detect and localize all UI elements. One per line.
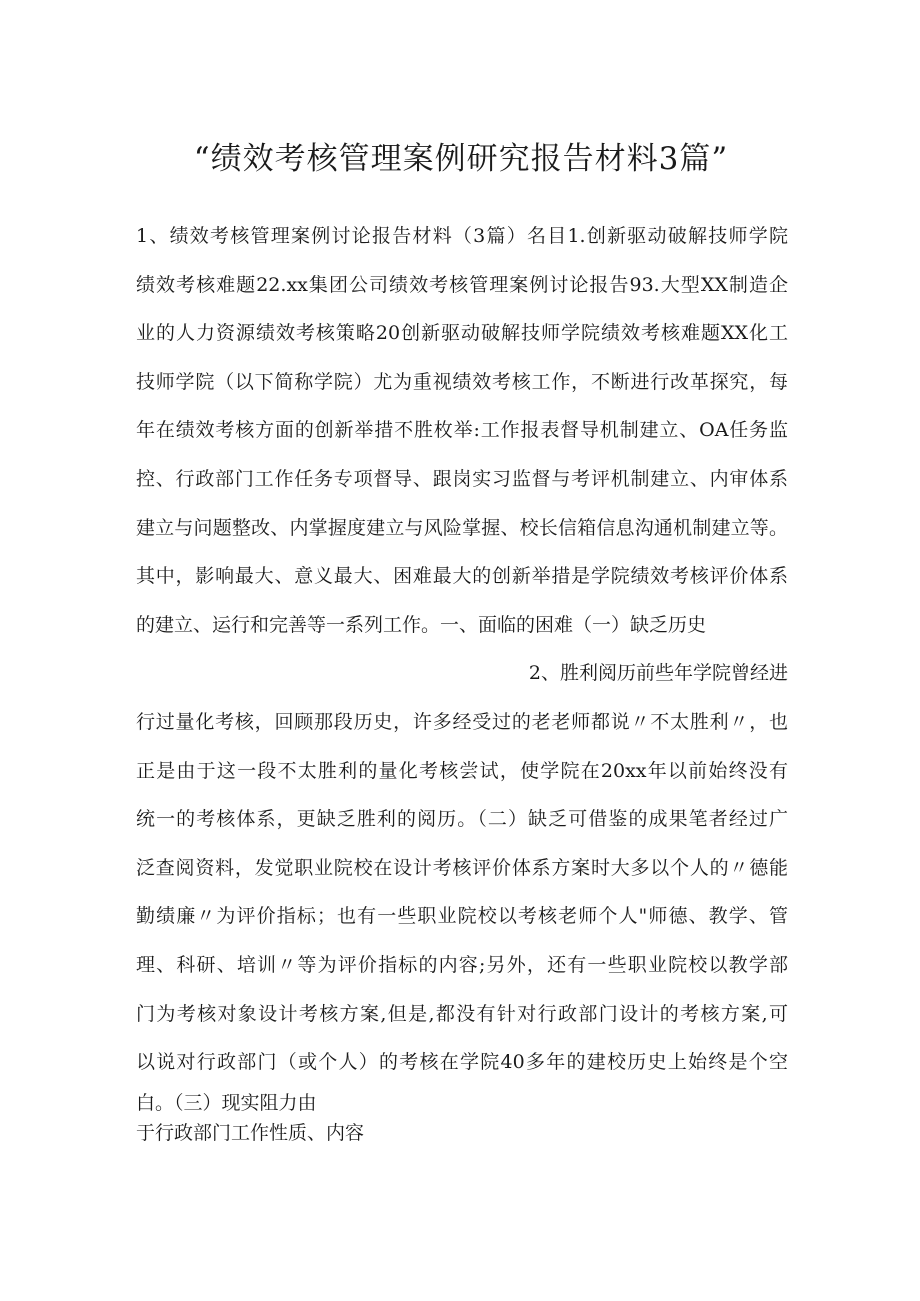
body-line: 业的人力资源绩效考核策略20创新驱动破解技师学院绩效考核难题XX化工 <box>136 322 788 345</box>
body-line: 门为考核对象设计考核方案,但是,都没有针对行政部门设计的考核方案,可 <box>136 1002 788 1025</box>
body-line: 泛查阅资料，发觉职业院校在设计考核评价体系方案时大多以个人的〃德能 <box>136 856 788 879</box>
body-line: 其中，影响最大、意义最大、困难最大的创新举措是学院绩效考核评价体系 <box>136 565 788 588</box>
body-line: 控、行政部门工作任务专项督导、跟岗实习监督与考评机制建立、内审体系 <box>136 467 788 490</box>
document-body <box>136 212 788 1087</box>
body-line: 统一的考核体系，更缺乏胜利的阅历。（二）缺乏可借鉴的成果笔者经过广 <box>136 808 788 831</box>
body-line: 技师学院（以下简称学院）尤为重视绩效考核工作，不断进行改革探究，每 <box>136 370 788 393</box>
body-line: 1、绩效考核管理案例讨论报告材料（3篇）名目1.创新驱动破解技师学院 <box>136 225 788 247</box>
body-line: 理、科研、培训〃等为评价指标的内容;另外，还有一些职业院校以教学部 <box>136 953 788 976</box>
body-line: 年在绩效考核方面的创新举措不胜枚举:工作报表督导机制建立、OA任务监 <box>136 419 788 442</box>
tail-line: 白。（三）现实阻力由 <box>136 1092 317 1114</box>
document-title: “绩效考核管理案例研究报告材料3篇” <box>193 141 729 177</box>
body-line: 行过量化考核，回顾那段历史，许多经受过的老老师都说〃不太胜利〃，也 <box>136 710 788 733</box>
body-line: 建立与问题整改、内掌握度建立与风险掌握、校长信箱信息沟通机制建立等。 <box>136 516 788 539</box>
tail-line: 于行政部门工作性质、内容 <box>136 1122 365 1144</box>
body-line: 绩效考核难题22.xx集团公司绩效考核管理案例讨论报告93.大型XX制造企 <box>136 273 788 296</box>
body-line: 的建立、运行和完善等一系列工作。一、面临的困难（一）缺乏历史 <box>136 613 707 636</box>
body-line-section-2: 2、胜利阅历前些年学院曾经进 <box>528 662 788 685</box>
body-line: 正是由于这一段不太胜利的量化考核尝试，使学院在20xx年以前始终没有 <box>136 759 788 782</box>
body-line: 勤绩廉〃为评价指标；也有一些职业院校以考核老师个人"师德、教学、管 <box>136 905 788 928</box>
body-line: 以说对行政部门（或个人）的考核在学院40多年的建校历史上始终是个空 <box>136 1051 788 1074</box>
